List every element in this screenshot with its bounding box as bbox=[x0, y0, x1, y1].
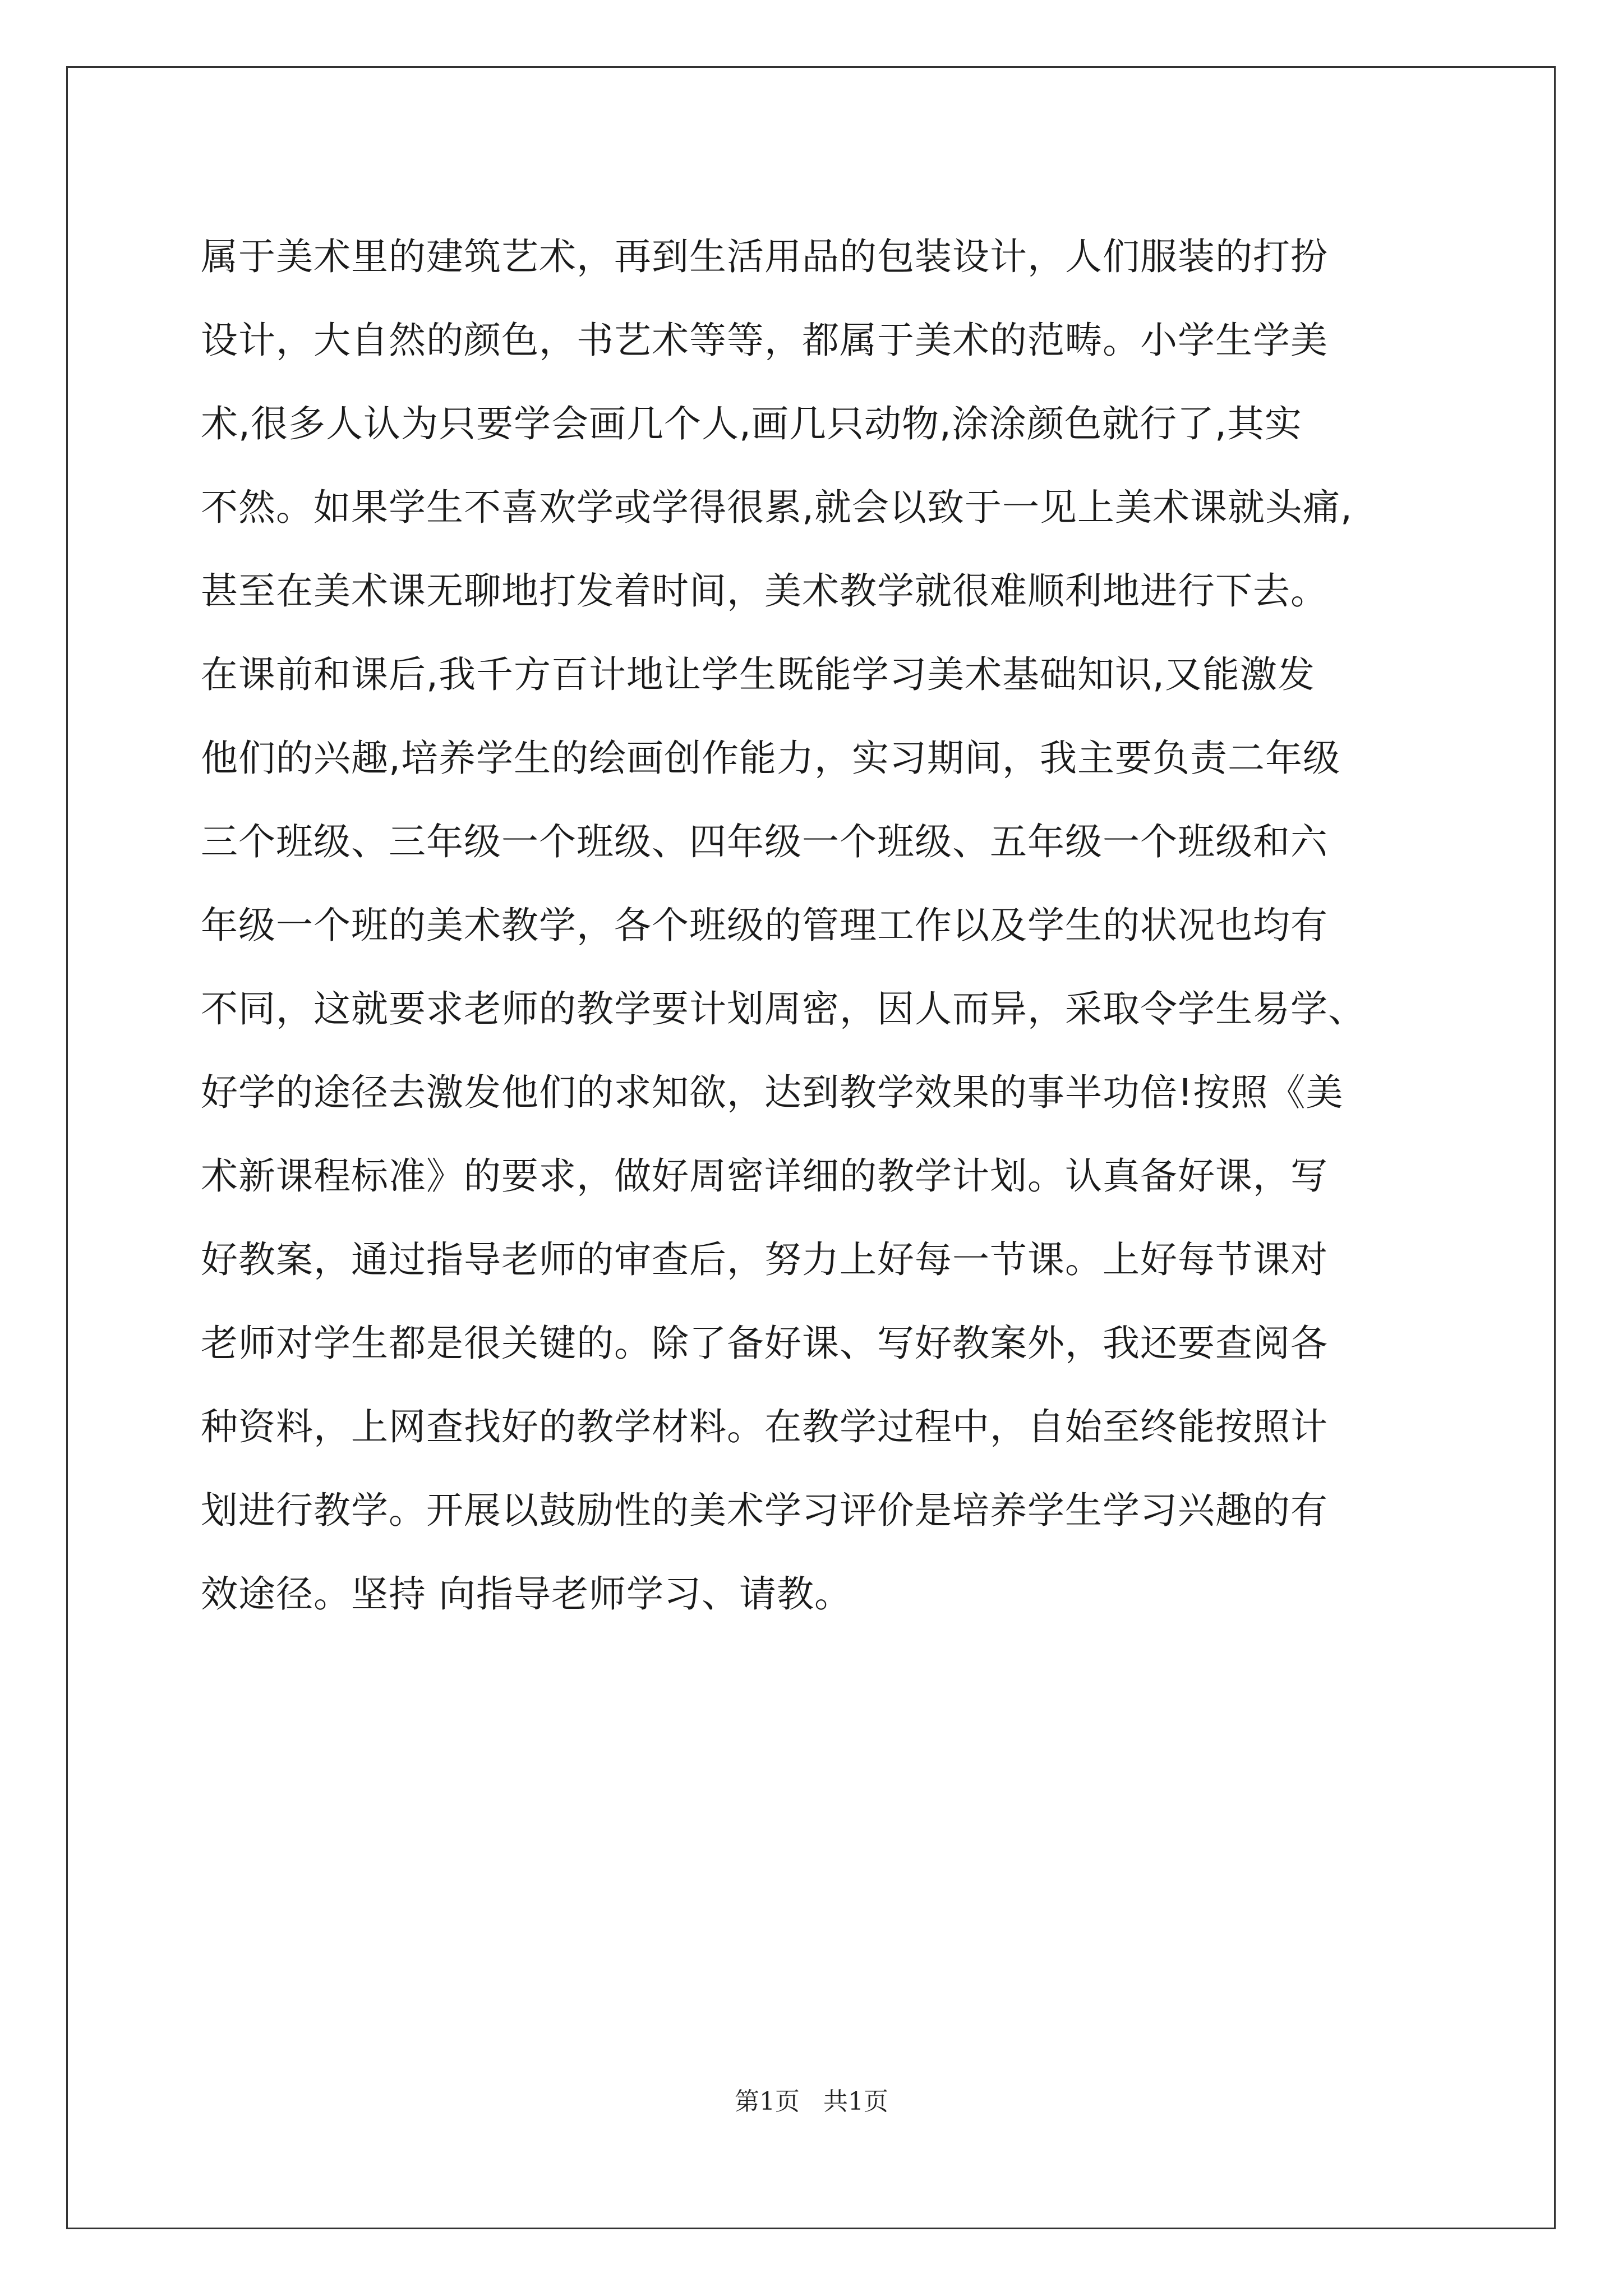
body-text bbox=[201, 215, 1435, 1636]
text-line: 甚至在美术课无聊地打发着时间，美术教学就很难顺利地进行下去。 bbox=[201, 569, 1328, 613]
text-line: 设计，大自然的颜色，书艺术等等，都属于美术的范畴。小学生学美 bbox=[201, 319, 1328, 362]
page-footer: 第1页 共1页 bbox=[735, 2087, 888, 2116]
text-line: 属于美术里的建筑艺术，再到生活用品的包装设计，人们服装的打扮 bbox=[201, 235, 1328, 278]
text-line: 三个班级、三年级一个班级、四年级一个班级、五年级一个班级和六 bbox=[201, 820, 1328, 863]
text-line: 好学的途径去激发他们的求知欲，达到教学效果的事半功倍!按照《美 bbox=[201, 1071, 1344, 1114]
text-line: 划进行教学。开展以鼓励性的美术学习评价是培养学生学习兴趣的有 bbox=[201, 1489, 1328, 1532]
text-line: 他们的兴趣,培养学生的绘画创作能力，实习期间，我主要负责二年级 bbox=[201, 737, 1340, 780]
text-line: 老师对学生都是很关键的。除了备好课、写好教案外，我还要查阅各 bbox=[201, 1322, 1328, 1365]
text-line: 年级一个班的美术教学，各个班级的管理工作以及学生的状况也均有 bbox=[201, 904, 1328, 947]
text-line: 种资料，上网查找好的教学材料。在教学过程中，自始至终能按照计 bbox=[201, 1405, 1328, 1448]
text-line: 好教案，通过指导老师的审查后，努力上好每一节课。上好每节课对 bbox=[201, 1238, 1328, 1281]
text-line: 术新课程标准》的要求，做好周密详细的教学计划。认真备好课，写 bbox=[201, 1154, 1328, 1198]
text-line: 术,很多人认为只要学会画几个人,画几只动物,涂涂颜色就行了,其实 bbox=[201, 402, 1302, 445]
text-line: 不同，这就要求老师的教学要计划周密，因人而异，采取令学生易学、 bbox=[201, 987, 1366, 1030]
text-line: 在课前和课后,我千方百计地让学生既能学习美术基础知识,又能激发 bbox=[201, 653, 1315, 696]
text-line: 不然。如果学生不喜欢学或学得很累,就会以致于一见上美术课就头痛, bbox=[201, 486, 1353, 529]
text-line: 效途径。坚持 向指导老师学习、请教。 bbox=[201, 1572, 852, 1616]
